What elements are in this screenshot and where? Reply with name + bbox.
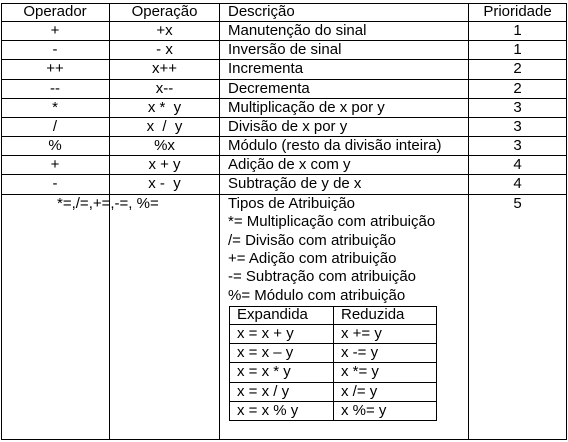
cell-operacao: x++ xyxy=(151,60,178,77)
cell-operacao: x + y xyxy=(148,156,181,173)
cell-operador: + xyxy=(50,156,60,173)
cell-descricao: Inversão de sinal xyxy=(228,41,342,58)
cell-operador: % xyxy=(48,137,62,154)
cell-descricao: Subtração de y de x xyxy=(228,175,362,192)
sub-header-expandida: Expandida xyxy=(237,306,308,323)
cell-operacao: +x xyxy=(156,22,173,39)
header-operador: Operador xyxy=(23,3,87,20)
cell-operacao: - x xyxy=(156,41,173,58)
assignment-line: /= Divisão com atribuição xyxy=(228,232,396,249)
cell-prioridade: 3 xyxy=(513,137,522,154)
assignment-priority: 5 xyxy=(513,195,522,212)
cell-descricao: Divisão de x por y xyxy=(228,118,348,135)
header-prioridade: Prioridade xyxy=(483,3,552,20)
sub-cell-reduzida: x %= y xyxy=(341,402,387,419)
sub-cell-expandida: x = x + y xyxy=(237,325,294,342)
assignment-line: *= Multiplicação com atribuição xyxy=(228,213,436,230)
cell-operacao: %x xyxy=(154,137,175,154)
sub-cell-reduzida: x /= y xyxy=(341,383,378,400)
cell-operador: - xyxy=(52,41,58,58)
cell-prioridade: 2 xyxy=(513,60,522,77)
cell-prioridade: 1 xyxy=(513,22,522,39)
header-descricao: Descrição xyxy=(228,3,295,20)
cell-prioridade: 4 xyxy=(513,156,522,173)
cell-prioridade: 2 xyxy=(513,80,522,97)
cell-descricao: Manutenção do sinal xyxy=(228,22,367,39)
assignment-line: -= Subtração com atribuição xyxy=(228,268,417,285)
cell-operador: ++ xyxy=(46,60,64,77)
sub-cell-reduzida: x += y xyxy=(341,325,382,342)
cell-operacao: x / y xyxy=(146,118,183,135)
sub-cell-expandida: x = x – y xyxy=(237,344,294,361)
cell-prioridade: 3 xyxy=(513,118,522,135)
cell-operacao: x * y xyxy=(147,99,182,116)
cell-descricao: Incrementa xyxy=(228,60,304,77)
cell-operador: * xyxy=(52,99,58,116)
sub-col-separator xyxy=(333,306,334,421)
cell-operador: / xyxy=(52,118,58,135)
sub-header-reduzida: Reduzida xyxy=(341,306,405,323)
table-border-bottom xyxy=(1,439,566,440)
cell-operador: -- xyxy=(50,80,60,97)
assignment-line: += Adição com atribuição xyxy=(228,250,397,267)
sub-table-border-left xyxy=(229,306,230,421)
cell-operador: - xyxy=(52,175,58,192)
header-operacao: Operação xyxy=(131,3,198,20)
cell-operacao: x-- xyxy=(155,80,174,97)
cell-prioridade: 1 xyxy=(513,41,522,58)
cell-prioridade: 3 xyxy=(513,99,522,116)
cell-descricao: Adição de x com y xyxy=(228,156,351,173)
cell-descricao: Multiplicação de x por y xyxy=(228,99,385,116)
table-border-right xyxy=(566,3,567,440)
col-separator xyxy=(219,3,220,440)
assignment-operators: *=,/=,+=,-=, %= xyxy=(57,195,159,212)
cell-descricao: Módulo (resto da divisão inteira) xyxy=(228,137,442,154)
assignment-line: %= Módulo com atribuição xyxy=(228,287,406,304)
cell-operacao: x - y xyxy=(148,175,181,192)
sub-cell-expandida: x = x * y xyxy=(237,363,291,380)
cell-prioridade: 4 xyxy=(513,175,522,192)
sub-cell-expandida: x = x / y xyxy=(237,383,290,400)
cell-descricao: Decrementa xyxy=(228,80,310,97)
sub-cell-reduzida: x *= y xyxy=(341,363,379,380)
sub-table-border-right xyxy=(436,306,437,421)
sub-cell-expandida: x = x % y xyxy=(237,402,299,419)
sub-cell-reduzida: x -= y xyxy=(341,344,379,361)
cell-operador: + xyxy=(50,22,60,39)
assignment-title: Tipos de Atribuição xyxy=(228,195,356,212)
